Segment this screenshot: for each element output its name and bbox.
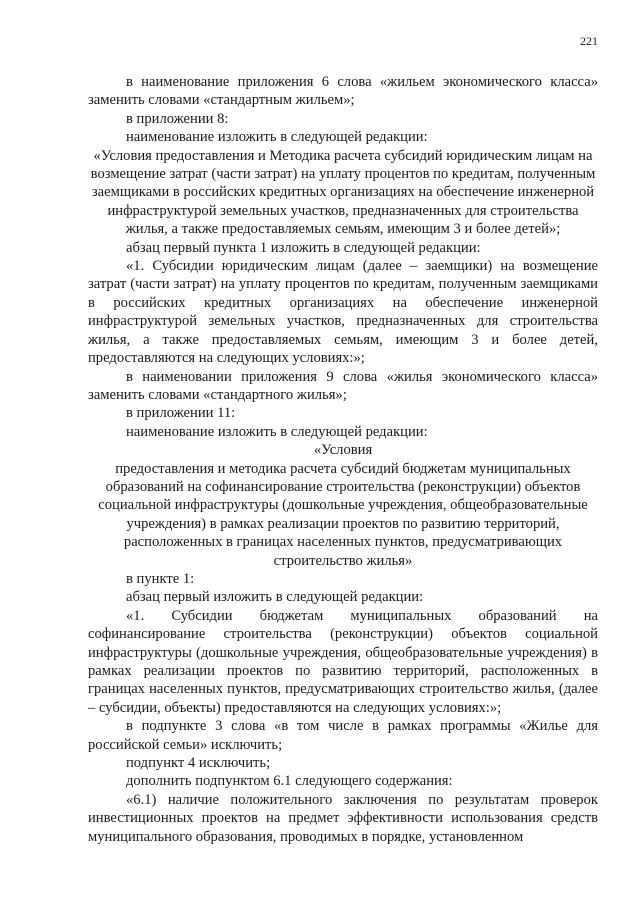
paragraph-title-conditions-8: «Условия предоставления и Методика расчета субсидий юридическим лицам на возмещение затрат (части затрат) на уплату процентов по кредитам, полученным заемщиками в российских кредитных организациях на обеспечение инженерной инфраструктурой земельных участков, предназначенных для строительства жилья, а также предоставляемых семьям, имеющим 3 и более детей»; — [90, 147, 596, 238]
paragraph-title-conditions-11: предоставления и методика расчета субсидий бюджетам муниципальных образований на софинансирование строительства (реконструкции) объектов социальной инфраструктуры (дошкольные учреждения, общеобразовательные учреждения) в рамках реализации проектов по развитию территорий, расположенных в границах населенных пунктов, предусматривающих строительство жилья» — [98, 460, 588, 569]
document-body — [88, 73, 598, 846]
paragraph-title-new-edition-1: наименование изложить в следующей редакции: — [126, 129, 428, 146]
paragraph-subsidies-legal-entities: «1. Субсидии юридическим лицам (далее – заемщики) на возмещение затрат (части затрат) на уплату процентов по кредитам, полученным заемщиками в российских кредитных организациях на обеспечение инженерной инфраструктурой земельных участков, предназначенных для строительства жилья, а также предоставляемых семьям, имеющим 3 и более детей, предоставляются на следующих условиях:»; — [88, 258, 598, 367]
paragraph-appendix-9-rename: в наименовании приложения 9 слова «жилья экономического класса» заменить словами «стандартного жилья»; — [88, 368, 598, 403]
paragraph-clause-1-first-para: абзац первый пункта 1 изложить в следующей редакции: — [126, 239, 481, 256]
paragraph-subclause-6-1-text: «6.1) наличие положительного заключения по результатам проверок инвестиционных проектов на предмет эффективности использования средств муниципального образования, проводимых в порядке, установленном — [88, 791, 598, 845]
paragraph-subclause-3: в подпункте 3 слова «в том числе в рамках программы «Жилье для российской семьи» исключить; — [88, 718, 598, 753]
paragraph-first-para-new-edition: абзац первый изложить в следующей редакции: — [126, 589, 424, 606]
paragraph-in-clause-1: в пункте 1: — [126, 570, 195, 587]
paragraph-conditions-heading: «Условия — [313, 442, 373, 459]
paragraph-title-new-edition-2: наименование изложить в следующей редакции: — [126, 423, 428, 440]
paragraph-subsidies-municipal: «1. Субсидии бюджетам муниципальных образований на софинансирование строительства (реконструкции) объектов социальной инфраструктуры (дошкольные учреждения, общеобразовательные учреждения) в рамках реализации проектов по развитию территорий, расположенных в границах населенных пунктов, предусматривающих строительство жилья, (далее – субсидии, объекты) предоставляются на следующих условиях:»; — [88, 607, 598, 716]
paragraph-appendix-11: в приложении 11: — [126, 405, 236, 422]
page-number: 221 — [580, 34, 598, 48]
paragraph-appendix-8: в приложении 8: — [126, 110, 229, 127]
paragraph-appendix-6-rename: в наименование приложения 6 слова «жильем экономического класса» заменить словами «стандартным жильем»; — [88, 74, 598, 109]
paragraph-subclause-4: подпункт 4 исключить; — [126, 755, 271, 772]
paragraph-add-subclause-6-1: дополнить подпунктом 6.1 следующего содержания: — [126, 773, 453, 790]
